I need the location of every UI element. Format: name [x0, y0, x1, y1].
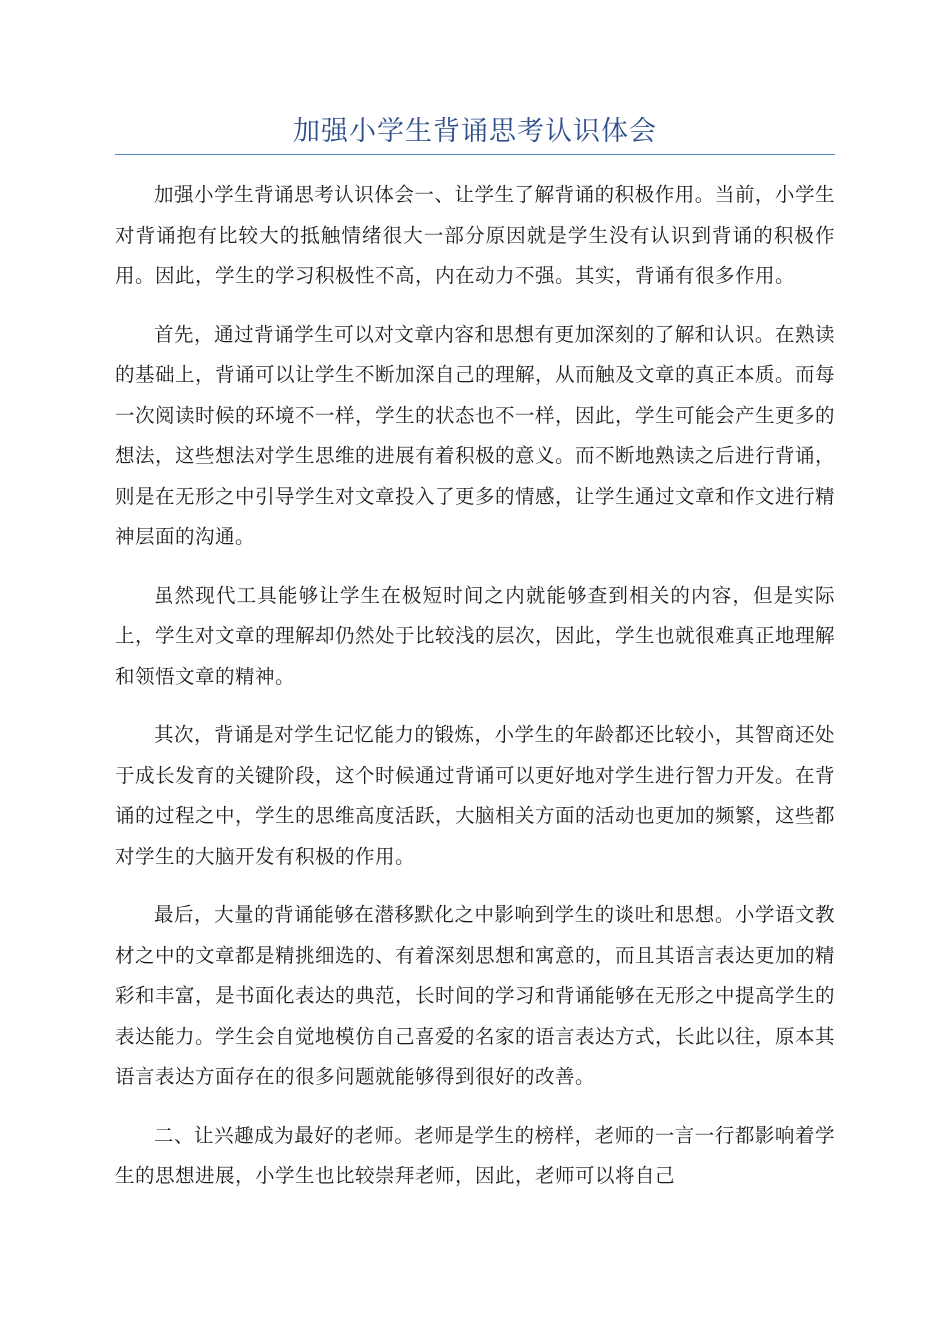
document-title: 加强小学生背诵思考认识体会 [293, 116, 657, 147]
paragraph-5: 最后，大量的背诵能够在潜移默化之中影响到学生的谈吐和思想。小学语文教材之中的文章都是精挑细选的、有着深刻思想和寓意的，而且其语言表达更加的精彩和丰富，是书面化表达的典范，长时间的学习和背诵能够在无形之中提高学生的表达能力。学生会自觉地模仿自己喜爱的名家的语言表达方式，长此以往，原本其语言表达方面存在的很多问题就能够得到很好的改善。 [115, 903, 836, 1088]
paragraph-3: 虽然现代工具能够让学生在极短时间之内就能够查到相关的内容，但是实际上，学生对文章的理解却仍然处于比较浅的层次，因此，学生也就很难真正地理解和领悟文章的精神。 [115, 583, 836, 688]
title-underline [115, 154, 835, 155]
document-body [115, 175, 835, 1215]
paragraph-1: 加强小学生背诵思考认识体会一、让学生了解背诵的积极作用。当前，小学生对背诵抱有比较大的抵触情绪很大一部分原因就是学生没有认识到背诵的积极作用。因此，学生的学习积极性不高，内在动力不强。其实，背诵有很多作用。 [115, 183, 835, 287]
paragraph-2: 首先，通过背诵学生可以对文章内容和思想有更加深刻的了解和认识。在熟读的基础上，背诵可以让学生不断加深自己的理解，从而触及文章的真正本质。而每一次阅读时候的环境不一样，学生的状态也不一样，因此，学生可能会产生更多的想法，这些想法对学生思维的进展有着积极的意义。而不断地熟读之后进行背诵，则是在无形之中引导学生对文章投入了更多的情感，让学生通过文章和作文进行精神层面的沟通。 [115, 322, 836, 548]
paragraph-4: 其次，背诵是对学生记忆能力的锻炼，小学生的年龄都还比较小，其智商还处于成长发育的关键阶段，这个时候通过背诵可以更好地对学生进行智力开发。在背诵的过程之中，学生的思维高度活跃，大脑相关方面的活动也更加的频繁，这些都对学生的大脑开发有积极的作用。 [115, 723, 836, 868]
paragraph-6: 二、让兴趣成为最好的老师。老师是学生的榜样，老师的一言一行都影响着学生的思想进展，小学生也比较崇拜老师，因此，老师可以将自己 [115, 1123, 835, 1187]
